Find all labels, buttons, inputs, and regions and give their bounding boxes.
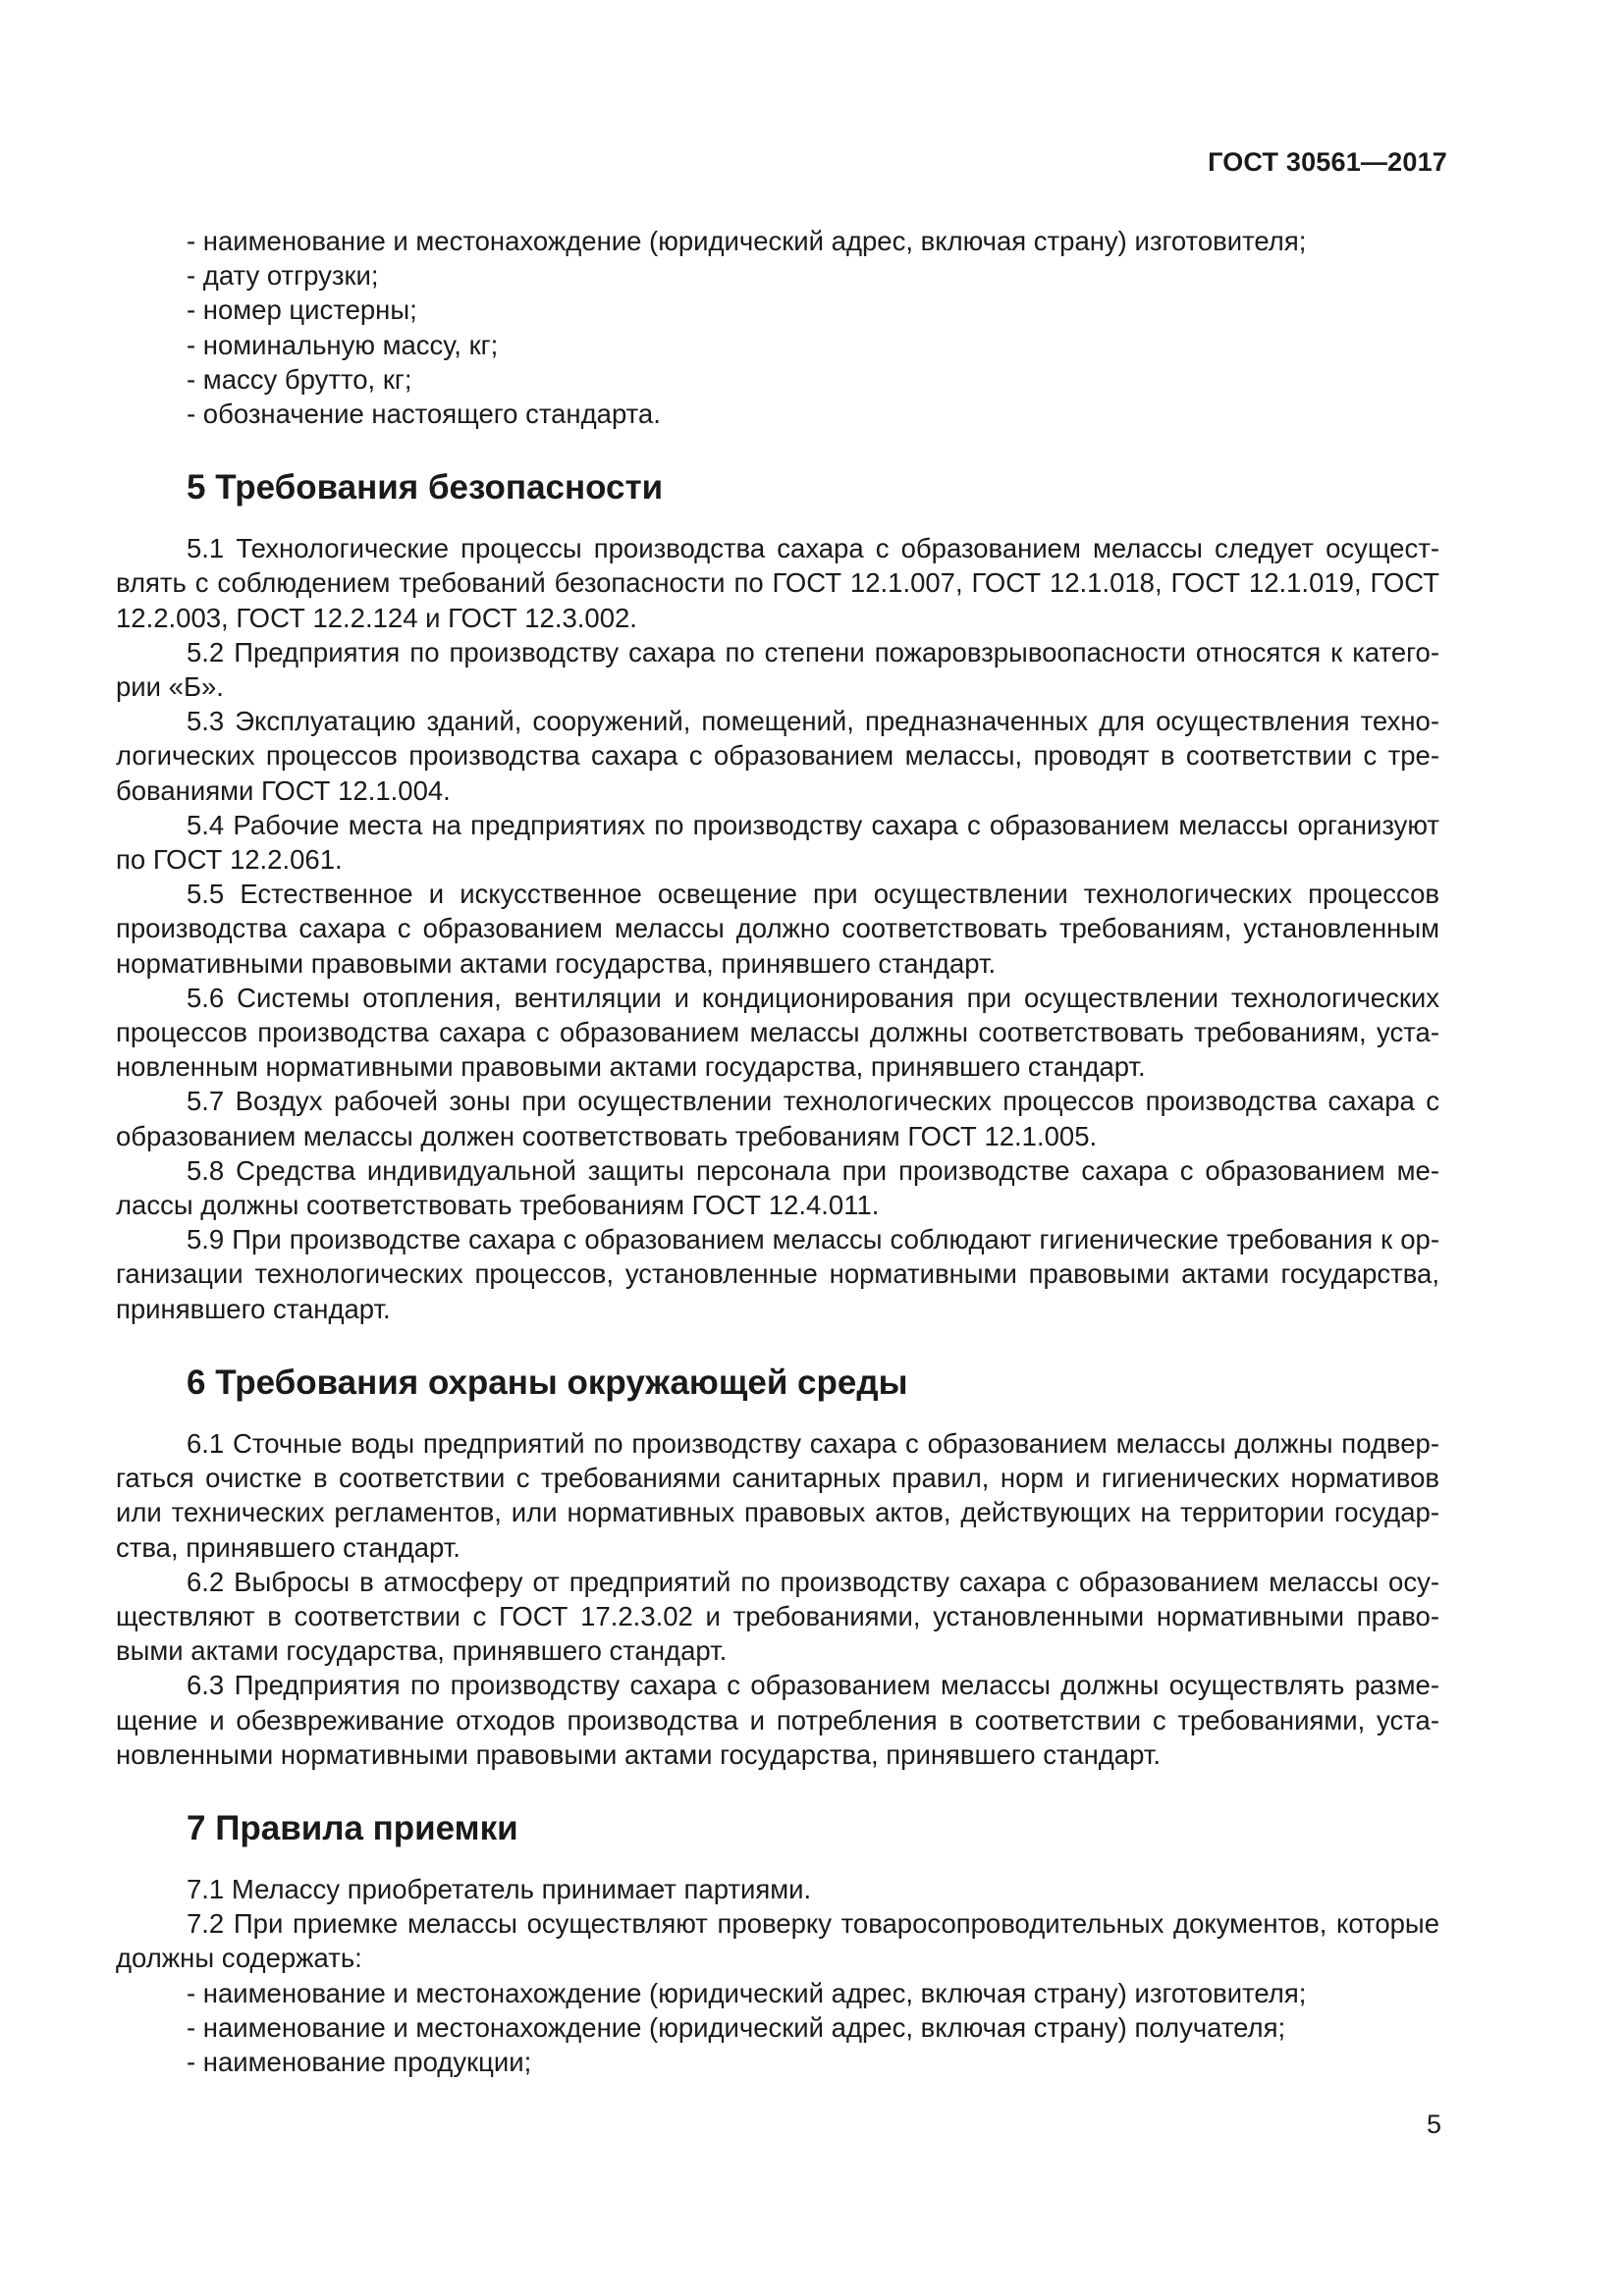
document-body	[116, 224, 1439, 2079]
section-7-heading: 7 Правила приемки	[187, 1808, 518, 1847]
paragraph-6-1: 6.1 Сточные воды предприятий по производству сахара с образованием мелассы должны подвергаться очистке в соответствии с требованиями санитарных правил, норм и гигиенических нормативов или технических регламентов, или нормативных правовых актов, действующих на территории государства, принявшего стандарт.	[116, 1427, 1439, 1563]
paragraph-5-7: 5.7 Воздух рабочей зоны при осуществлении технологических процессов производства сахара с образованием мелассы должен соответствовать требованиям ГОСТ 12.1.005.	[116, 1086, 1439, 1151]
paragraph-5-1: 5.1 Технологические процессы производства сахара с образованием мелассы следует осуществлять с соблюдением требований безопасности по ГОСТ 12.1.007, ГОСТ 12.1.018, ГОСТ 12.1.019, ГОСТ 12.2.003, ГОСТ 12.2.124 и ГОСТ 12.3.002.	[116, 533, 1439, 633]
list-item: - обозначение настоящего стандарта.	[187, 399, 661, 430]
paragraph-6-2: 6.2 Выбросы в атмосферу от предприятий по производству сахара с образованием мелассы осуществляют в соответствии с ГОСТ 17.2.3.02 и требованиями, установленными нормативными правовыми актами государства, принявшего стандарт.	[116, 1566, 1439, 1667]
list-item: - наименование и местонахождение (юридический адрес, включая страну) изготовителя;	[187, 226, 1307, 256]
section-5-heading: 5 Требования безопасности	[187, 468, 664, 507]
list-item: - номинальную массу, кг;	[187, 329, 499, 360]
page-number: 5	[1426, 2109, 1441, 2139]
paragraph-5-2: 5.2 Предприятия по производству сахара по степени пожаровзрывоопасности относятся к категории «Б».	[116, 636, 1439, 703]
paragraph-5-6: 5.6 Системы отопления, вентиляции и кондиционирования при осуществлении технологических процессов производства сахара с образованием мелассы должны соответствовать требованиям, установленным нормативными правовыми актами государства, принявшего стандарт.	[116, 982, 1439, 1083]
section-6-heading: 6 Требования охраны окружающей среды	[187, 1362, 908, 1402]
paragraph-7-1: 7.1 Мелассу приобретатель принимает партиями.	[187, 1873, 812, 1904]
list-item: - наименование и местонахождение (юридический адрес, включая страну) изготовителя;	[187, 1977, 1307, 2008]
paragraph-5-4: 5.4 Рабочие места на предприятиях по производству сахара с образованием мелассы организуют по ГОСТ 12.2.061.	[116, 809, 1439, 876]
paragraph-5-3: 5.3 Эксплуатацию зданий, сооружений, помещений, предназначенных для осуществления технологических процессов производства сахара с образованием мелассы, проводят в соответствии с требованиями ГОСТ 12.1.004.	[116, 706, 1439, 806]
paragraph-7-2: 7.2 При приемке мелассы осуществляют проверку товаросопроводительных документов, которые должны содержать:	[116, 1908, 1439, 1974]
paragraph-5-9: 5.9 При производстве сахара с образованием мелассы соблюдают гигиенические требования к организации технологических процессов, установленные нормативными правовыми актами государства, принявшего стандарт.	[116, 1224, 1439, 1324]
list-item: - номер цистерны;	[187, 294, 417, 326]
paragraph-5-8: 5.8 Средства индивидуальной защиты персонала при производстве сахара с образованием мелассы должны соответствовать требованиям ГОСТ 12.4.011.	[116, 1154, 1439, 1221]
list-item: - дату отгрузки;	[187, 260, 379, 292]
document-header: ГОСТ 30561—2017	[1208, 147, 1447, 177]
list-item: - массу брутто, кг;	[187, 363, 412, 395]
list-item: - наименование и местонахождение (юридический адрес, включая страну) получателя;	[187, 2011, 1286, 2043]
paragraph-5-5: 5.5 Естественное и искусственное освещение при осуществлении технологических процессов производства сахара с образованием мелассы должно соответствовать требованиям, установленным нормативными правовыми актами государства, принявшего стандарт.	[116, 879, 1439, 979]
paragraph-6-3: 6.3 Предприятия по производству сахара с образованием мелассы должны осуществлять размещение и обезвреживание отходов производства и потребления в соответствии с требованиями, установленными нормативными правовыми актами государства, принявшего стандарт.	[116, 1670, 1439, 1770]
list-item: - наименование продукции;	[187, 2046, 532, 2077]
